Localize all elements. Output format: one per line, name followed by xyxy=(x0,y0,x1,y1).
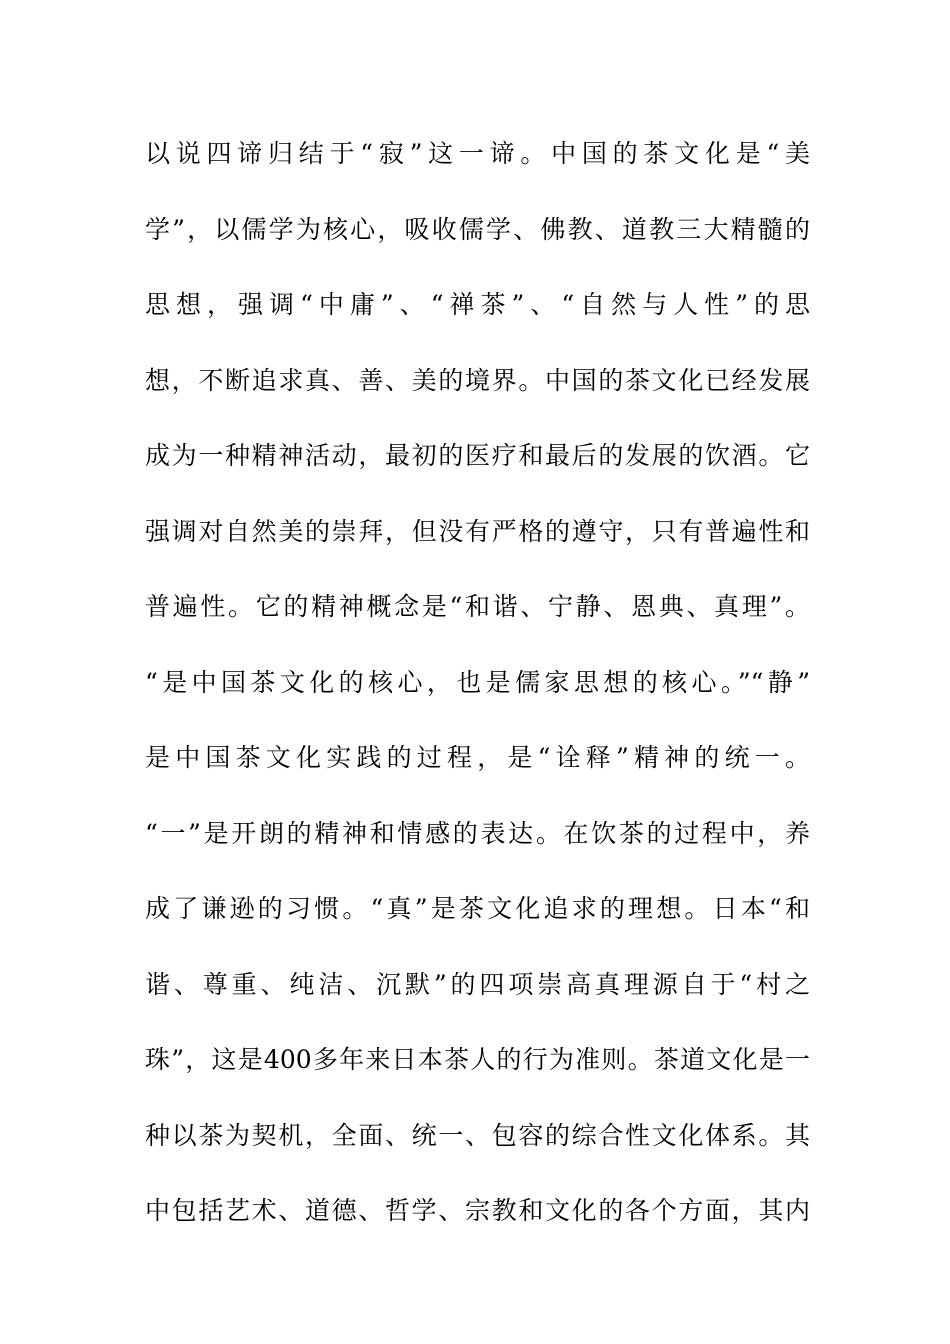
text-line: 是中国茶文化实践的过程，是“诠释”精神的统一。 xyxy=(145,743,810,772)
text-line: 以说四谛归结于“寂”这一谛。中国的茶文化是“美 xyxy=(145,139,810,168)
text-line: “一”是开朗的精神和情感的表达。在饮茶的过程中，养 xyxy=(145,818,810,848)
text-line: 想，不断追求真、善、美的境界。中国的茶文化已经发展 xyxy=(145,365,810,395)
text-line: 谐、尊重、纯洁、沉默”的四项崇高真理源自于“村之 xyxy=(145,969,810,999)
text-line: 中包括艺术、道德、哲学、宗教和文化的各个方面，其内 xyxy=(145,1196,810,1225)
text-line: 珠”，这是400多年来日本茶人的行为准则。茶道文化是一 xyxy=(145,1045,810,1074)
text-line: 普遍性。它的精神概念是“和谐、宁静、恩典、真理”。 xyxy=(145,592,810,621)
text-line: 成为一种精神活动，最初的医疗和最后的发展的饮酒。它 xyxy=(145,441,810,470)
text-line: 学”，以儒学为核心，吸收儒学、佛教、道教三大精髓的 xyxy=(145,214,810,244)
text-line: 成了谦逊的习惯。“真”是茶文化追求的理想。日本“和 xyxy=(145,894,810,923)
body-text xyxy=(145,129,810,1262)
text-line: 思想，强调“中庸”、“禅茶”、“自然与人性”的思 xyxy=(145,290,810,319)
text-line: 强调对自然美的崇拜，但没有严格的遵守，只有普遍性和 xyxy=(145,516,810,546)
text-line: “是中国茶文化的核心，也是儒家思想的核心。”“静” xyxy=(145,667,810,697)
text-line: 种以茶为契机，全面、统一、包容的综合性文化体系。其 xyxy=(145,1120,810,1150)
